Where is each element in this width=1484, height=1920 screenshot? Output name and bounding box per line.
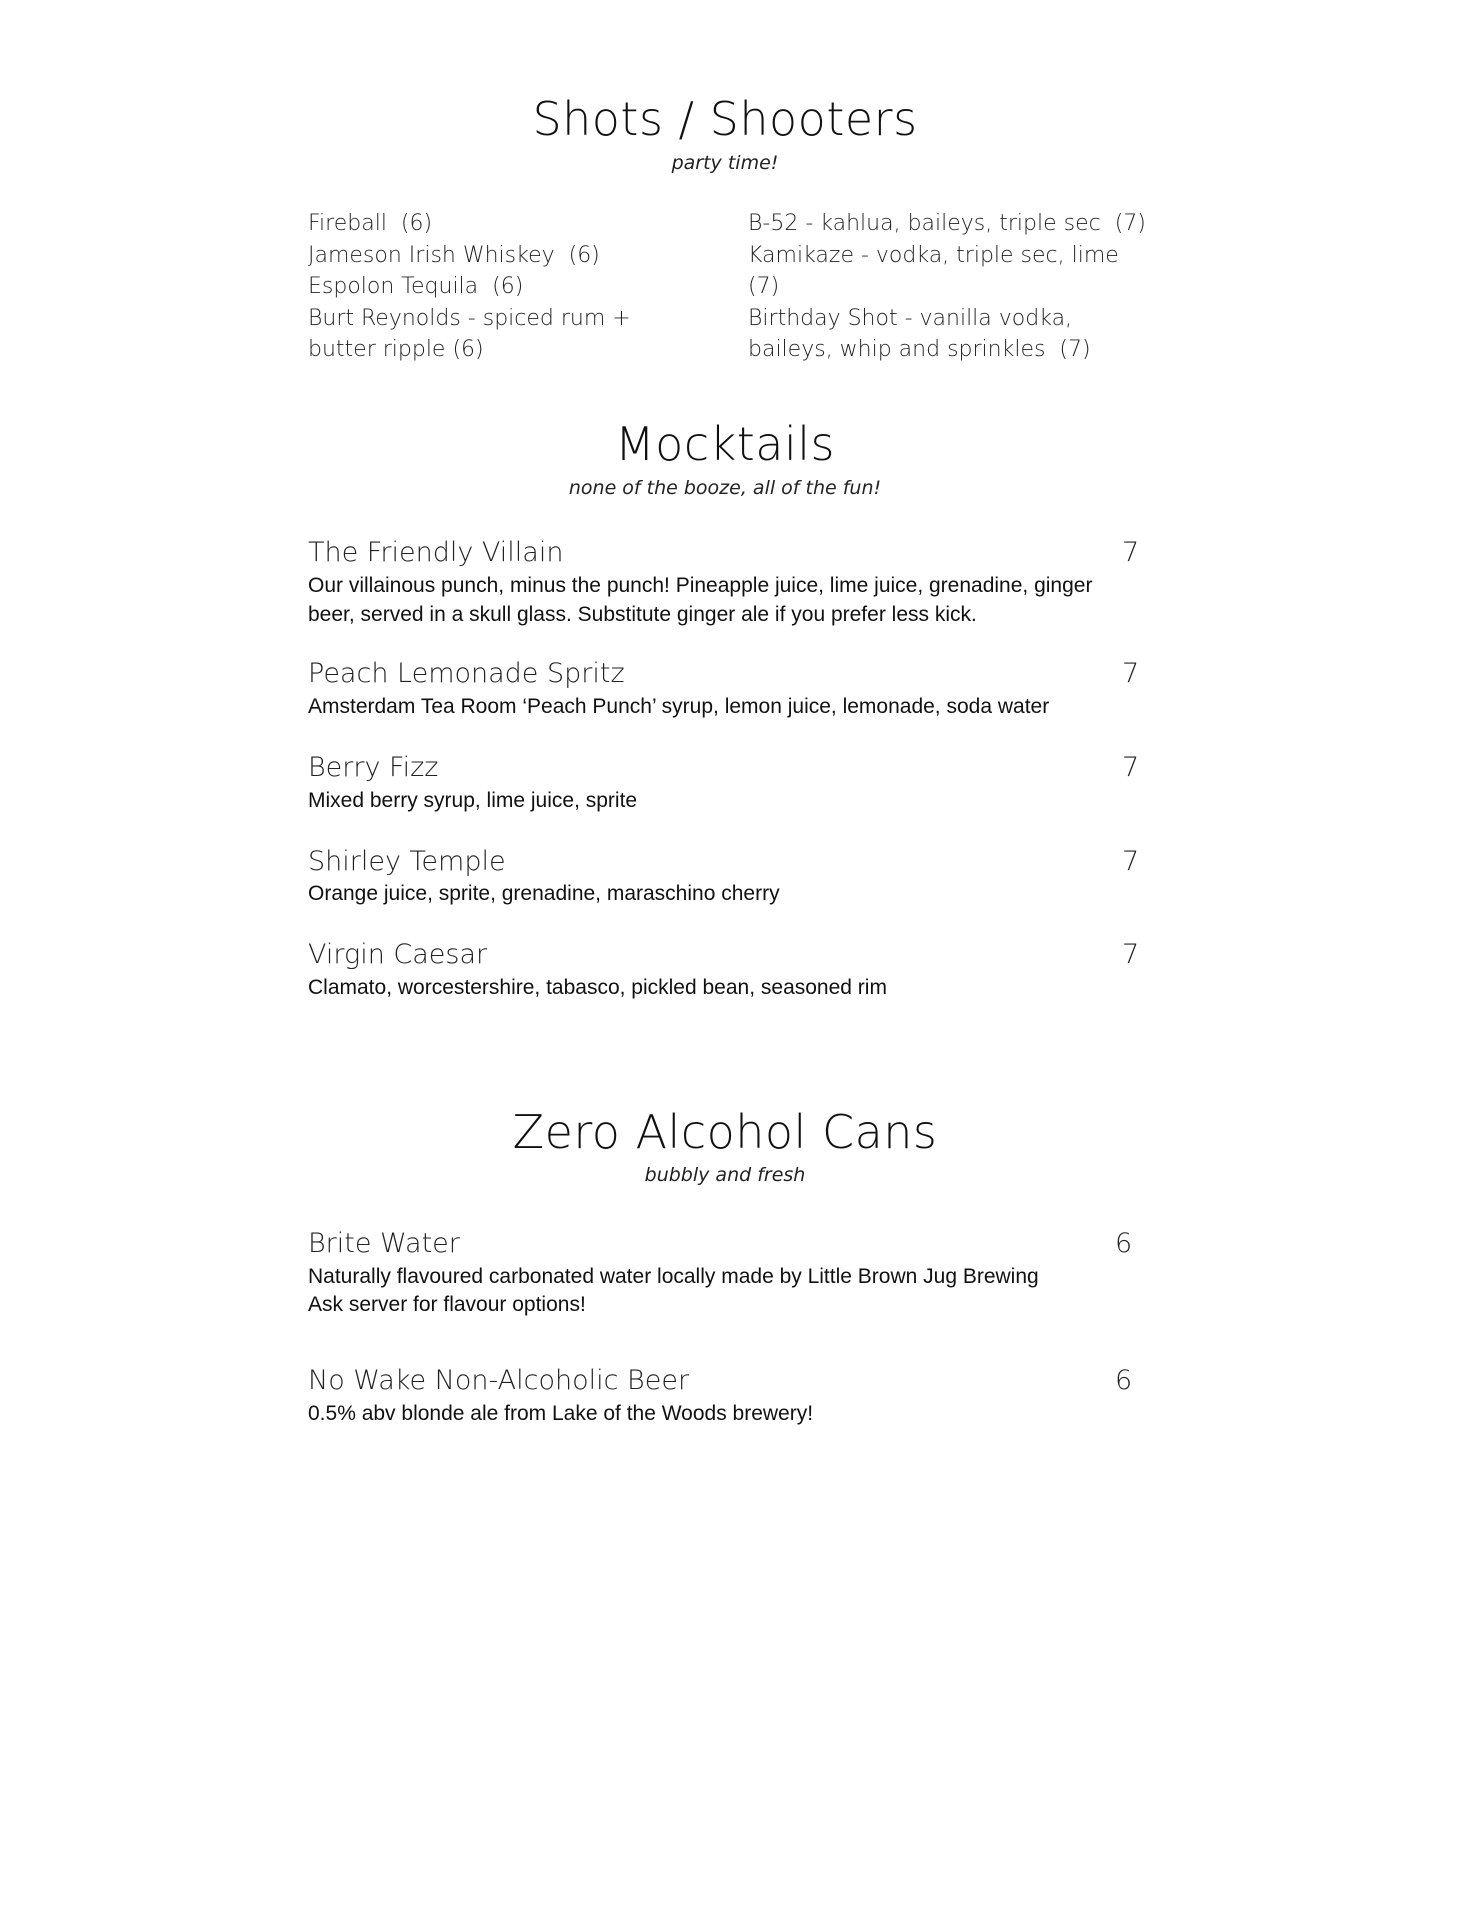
shots-subtitle: party time! bbox=[671, 152, 779, 174]
mocktails-title: Mocktails bbox=[614, 417, 835, 471]
item-price: 7 bbox=[1122, 658, 1140, 689]
item-name: Peach Lemonade Spritz bbox=[308, 658, 625, 689]
shot-item: Birthday Shot - vanilla vodka, baileys, whip and sprinkles (7) bbox=[748, 305, 1091, 362]
cans-subtitle: bubbly and fresh bbox=[644, 1164, 806, 1186]
item-name: Virgin Caesar bbox=[308, 939, 488, 970]
shots-title: Shots / Shooters bbox=[532, 92, 918, 146]
item-description: Orange juice, sprite, grenadine, maraschino cherry bbox=[308, 882, 780, 905]
shot-item: B-52 - kahlua, baileys, triple sec (7) bbox=[748, 211, 1146, 236]
item-price: 6 bbox=[1115, 1228, 1133, 1259]
item-description: Naturally flavoured carbonated water locally made by Little Brown Jug Brewing bbox=[308, 1265, 1039, 1288]
shot-item: Jameson Irish Whiskey (6) bbox=[308, 242, 600, 268]
shots-left-column bbox=[308, 208, 688, 366]
item-name: Berry Fizz bbox=[308, 752, 439, 783]
item-description: 0.5% abv blonde ale from Lake of the Woods brewery! bbox=[308, 1402, 814, 1425]
item-price: 6 bbox=[1115, 1365, 1133, 1396]
item-price: 7 bbox=[1122, 537, 1140, 568]
item-description: Clamato, worcestershire, tabasco, pickled bean, seasoned rim bbox=[308, 976, 887, 999]
item-description: Mixed berry syrup, lime juice, sprite bbox=[308, 789, 638, 812]
shot-item: Fireball (6) bbox=[308, 211, 433, 236]
item-name: No Wake Non-Alcoholic Beer bbox=[308, 1365, 690, 1396]
item-description: Our villainous punch, minus the punch! Pineapple juice, lime juice, grenadine, ginger beer, served in a skull glass. Substitute ginger ale if you prefer less kick. bbox=[308, 574, 1093, 626]
shot-item: Burt Reynolds - spiced rum + butter ripple (6) bbox=[308, 305, 638, 362]
item-name: The Friendly Villain bbox=[308, 537, 564, 568]
shots-right-column bbox=[748, 208, 1158, 366]
item-name: Shirley Temple bbox=[308, 846, 506, 877]
item-price: 7 bbox=[1122, 939, 1140, 970]
item-price: 7 bbox=[1122, 846, 1140, 877]
item-description: Amsterdam Tea Room ‘Peach Punch’ syrup, lemon juice, lemonade, soda water bbox=[308, 695, 1050, 718]
mocktails-subtitle: none of the booze, all of the fun! bbox=[568, 477, 882, 499]
item-description: Ask server for flavour options! bbox=[308, 1293, 586, 1316]
item-name: Brite Water bbox=[308, 1228, 460, 1259]
item-price: 7 bbox=[1122, 752, 1140, 783]
shot-item: Espolon Tequila (6) bbox=[308, 274, 524, 299]
cans-title: Zero Alcohol Cans bbox=[512, 1105, 938, 1159]
shot-item: Kamikaze - vodka, triple sec, lime (7) bbox=[748, 242, 1133, 299]
